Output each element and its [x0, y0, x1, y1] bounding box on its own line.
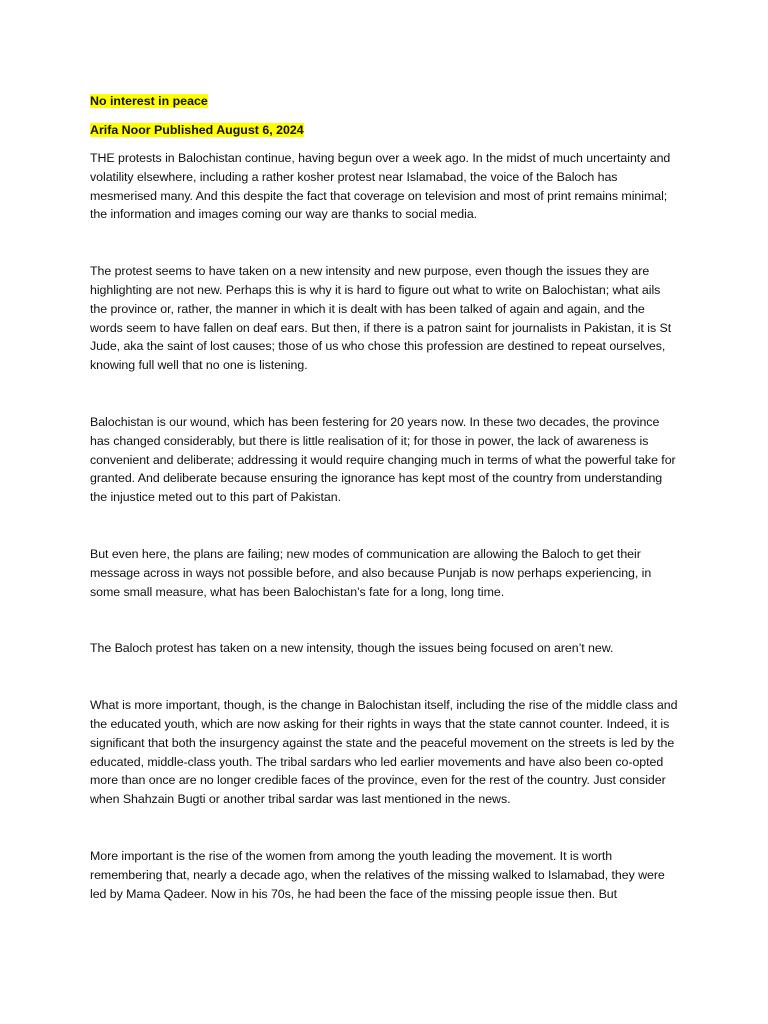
paragraph-7: More important is the rise of the women from among the youth leading the movement. It is worth remembering that, nearly a decade ago, when the relatives of the missing walked to Islamabad, they were led by Mama Qadeer. Now in his 70s, he had been the face of the missing people issue then. But: [90, 848, 665, 901]
paragraph-4: But even here, the plans are failing; new modes of communication are allowing the Baloch to get their message across in ways not possible before, and also because Punjab is now perhaps experiencing, in some small measure, what has been Balochistan’s fate for a long, long time.: [90, 546, 652, 599]
paragraph-6: What is more important, though, is the change in Balochistan itself, including the rise of the middle class and the educated youth, which are now asking for their rights in ways that the state cannot counter. Indeed, it is significant that both the insurgency against the state and the peaceful movement on the streets is led by the educated, middle-class youth. The tribal sardars who led earlier movements and have also been co-opted more than once are no longer credible faces of the province, even for the rest of the country. Just consider when Shahzain Bugti or another tribal sardar was last mentioned in the news.: [90, 698, 678, 807]
paragraph-3: Balochistan is our wound, which has been festering for 20 years now. In these two decades, the province has changed considerably, but there is little realisation of it; for those in power, the lack of awareness is convenient and deliberate; addressing it would require changing much in terms of what the powerful take for granted. And deliberate because ensuring the ignorance has kept most of the country from understanding the injustice meted out to this part of Pakistan.: [90, 414, 676, 505]
paragraph-2: The protest seems to have taken on a new intensity and new purpose, even though the issues they are highlighting are not new. Perhaps this is why it is hard to figure out what to write on Balochistan; what ails the province or, rather, the manner in which it is dealt with has been talked of again and again, and the words seem to have fallen on deaf ears. But then, if there is a patron saint for journalists in Pakistan, it is St Jude, aka the saint of lost causes; those of us who chose this profession are destined to repeat ourselves, knowing full well that no one is listening.: [90, 264, 672, 373]
paragraph-5: The Baloch protest has taken on a new intensity, though the issues being focused on aren’t new.: [90, 641, 614, 656]
article-byline-highlight: Arifa Noor Published August 6, 2024: [90, 123, 304, 137]
article-byline: [90, 121, 680, 140]
paragraph-1: THE protests in Balochistan continue, having begun over a week ago. In the midst of much uncertainty and volatility elsewhere, including a rather kosher protest near Islamabad, the voice of the Baloch has mesmerised many. And this despite the fact that coverage on television and most of print remains minimal; the information and images coming our way are thanks to social media.: [90, 151, 671, 222]
document-page: [90, 92, 680, 903]
article-title-highlight: No interest in peace: [90, 94, 208, 108]
article-title: [90, 92, 680, 111]
